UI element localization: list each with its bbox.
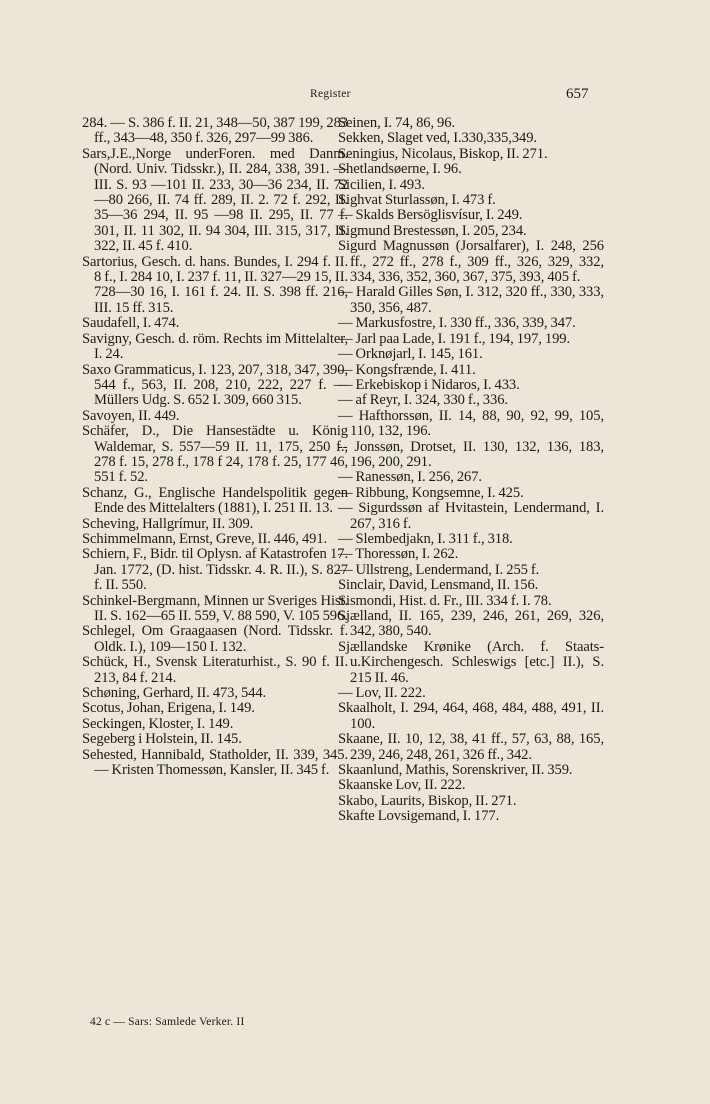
index-entry: Sighvat Sturlassøn, I. 473 f.: [338, 192, 496, 209]
index-entry: Sehested, Hannibald, Statholder, II. 339, 345. — Kristen Thomessøn, Kansler, II. 345 f.: [82, 746, 348, 779]
index-entry: Schinkel-Bergmann, Minnen ur Sveriges Hist. II. S. 162—65 II. 559, V. 88 590, V. 105 596.: [82, 592, 348, 624]
index-entry: Segeberg i Holstein, II. 145.: [82, 731, 242, 748]
index-entry: — Thoressøn, I. 262.: [338, 546, 459, 563]
index-entry: — Harald Gilles Søn, I. 312, 320 ff., 330, 333, 350, 356, 487.: [338, 284, 604, 316]
index-entry: -- Jonssøn, Drotset, II. 130, 132, 136, 183, 196, 200, 291.: [338, 438, 604, 470]
index-entry: — Jarl paa Lade, I. 191 f., 194, 197, 199.: [338, 330, 571, 347]
index-entry: — Ribbung, Kongsemne, I. 425.: [338, 484, 524, 501]
index-entry: Schäfer, D., Die Hansestädte u. König Waldemar, S. 557—59 II. 11, 175, 250 f., 278 f. 15, 278 f., 178 f 24, 178 f. 25, 177 46, 551 f. 52.: [82, 423, 348, 486]
index-entry: Sinclair, David, Lensmand, II. 156.: [338, 577, 539, 594]
index-entry: Seningius, Nicolaus, Biskop, II. 271.: [338, 145, 548, 162]
index-entry: Sjællandske Krønike (Arch. f. Staats-u.Kirchengesch. Schleswigs [etc.] II.), S. 215 II. 46.: [338, 638, 604, 686]
index-entry: Schück, H., Svensk Literaturhist., S. 90 f. II. 213, 84 f. 214.: [82, 654, 348, 686]
index-entry: Skabo, Laurits, Biskop, II. 271.: [338, 792, 517, 809]
index-entry: Savigny, Gesch. d. röm. Rechts im Mittelalter, I. 24.: [82, 330, 348, 363]
index-entry: Skaanske Lov, II. 222.: [338, 777, 466, 794]
index-entry: — Orknøjarl, I. 145, 161.: [338, 346, 483, 363]
index-entry: — Hafthorssøn, II. 14, 88, 90, 92, 99, 105, 110, 132, 196.: [338, 407, 604, 440]
index-entry: — Ullstreng, Lendermand, I. 255 f.: [338, 561, 540, 578]
index-entry: Skaalholt, I. 294, 464, 468, 484, 488, 491, II. 100.: [338, 700, 604, 732]
index-entry: Scotus, Johan, Erigena, I. 149.: [82, 700, 255, 717]
index-entry: — Erkebiskop i Nidaros, I. 433.: [338, 376, 520, 393]
index-entry: Sjælland, II. 165, 239, 246, 261, 269, 326, 342, 380, 540.: [338, 608, 604, 640]
index-entry: Schøning, Gerhard, II. 473, 544.: [82, 685, 267, 702]
index-entry: Sigurd Magnussøn (Jorsalfarer), I. 248, 256 ff., 272 ff., 278 f., 309 ff., 326, 329, 332, 334, 336, 352, 360, 367, 375, 393, 405 f.: [338, 238, 604, 286]
index-column-left: [82, 116, 348, 778]
index-entry: — Lov, II. 222.: [338, 685, 426, 702]
running-header: Register: [310, 88, 351, 100]
index-entry: Sars,J.E.,Norge underForen. med Danm. (Nord. Univ. Tidsskr.), II. 284, 338, 391. — III. S. 93 —101 II. 233, 30—36 234, II. 72—80 266, II. 74 ff. 289, II. 2. 72 f. 292, II. 35—36 294, II. 95 —98 II. 295, II. 77 f. 301, II. 11 302, II. 94 304, III. 315, 317, II. 322, II. 45 f. 410.: [82, 145, 348, 255]
index-entry: Sicilien, I. 493.: [338, 176, 425, 193]
index-entry: 284. — S. 386 f. II. 21, 348—50, 387 199, 283 ff., 343—48, 350 f. 326, 297—99 386.: [82, 115, 348, 147]
index-entry: — Markusfostre, I. 330 ff., 336, 339, 347.: [338, 315, 576, 332]
index-column-right: [338, 116, 604, 825]
index-entry: Schanz, G., Englische Handelspolitik gegen Ende des Mittelalters (1881), I. 251 II. 13.: [82, 484, 348, 517]
index-entry: — Kongsfrænde, I. 411.: [338, 361, 476, 378]
index-entry: — Skalds Bersöglisvísur, I. 249.: [338, 207, 523, 224]
index-entry: Saxo Grammaticus, I. 123, 207, 318, 347, 390, 544 f., 563, II. 208, 210, 222, 227 f. — Müllers Udg. S. 652 I. 309, 660 315.: [82, 361, 348, 409]
index-entry: Schiern, F., Bidr. til Oplysn. af Katastrofen 17. Jan. 1772, (D. hist. Tidsskr. 4. R. II.), S. 827 f. II. 550.: [82, 546, 348, 594]
index-entry: Schimmelmann, Ernst, Greve, II. 446, 491.: [82, 530, 328, 547]
index-entry: Sigmund Brestessøn, I. 205, 234.: [338, 222, 527, 239]
index-entry: Saudafell, I. 474.: [82, 315, 180, 332]
index-entry: Sekken, Slaget ved, I.330,335,349.: [338, 130, 537, 147]
index-entry: Seinen, I. 74, 86, 96.: [338, 115, 455, 131]
printer-signature: 42 c — Sars: Samlede Verker. II: [90, 1016, 245, 1028]
index-entry: Scheving, Hallgrímur, II. 309.: [82, 515, 254, 532]
page-number: 657: [566, 86, 589, 102]
index-entry: Sismondi, Hist. d. Fr., III. 334 f. I. 78.: [338, 592, 552, 609]
index-entry: — Ranessøn, I. 256, 267.: [338, 469, 482, 486]
index-entry: Skafte Lovsigemand, I. 177.: [338, 808, 500, 825]
index-entry: Skaanlund, Mathis, Sorenskriver, II. 359.: [338, 762, 573, 779]
index-entry: Shetlandsøerne, I. 96.: [338, 161, 462, 178]
index-entry: Skaane, II. 10, 12, 38, 41 ff., 57, 63, 88, 165, 239, 246, 248, 261, 326 ff., 342.: [338, 731, 604, 763]
index-entry: Seckingen, Kloster, I. 149.: [82, 715, 234, 732]
index-entry: Savoyen, II. 449.: [82, 407, 180, 424]
index-entry: Sartorius, Gesch. d. hans. Bundes, I. 294 f. II. 8 f., I. 284 10, I. 237 f. 11, II. 327—29 15, II. 728—30 16, I. 161 f. 24. II. S. 398 ff. 216, III. 15 ff. 315.: [82, 253, 348, 316]
index-entry: — af Reyr, I. 324, 330 f., 336.: [338, 392, 508, 409]
index-entry: — Slembedjakn, I. 311 f., 318.: [338, 530, 513, 547]
index-entry: — Sigurdssøn af Hvitastein, Lendermand, I. 267, 316 f.: [338, 500, 604, 532]
index-entry: Schlegel, Om Graagaasen (Nord. Tidsskr. f. Oldk. I.), 109—150 I. 132.: [82, 623, 348, 655]
